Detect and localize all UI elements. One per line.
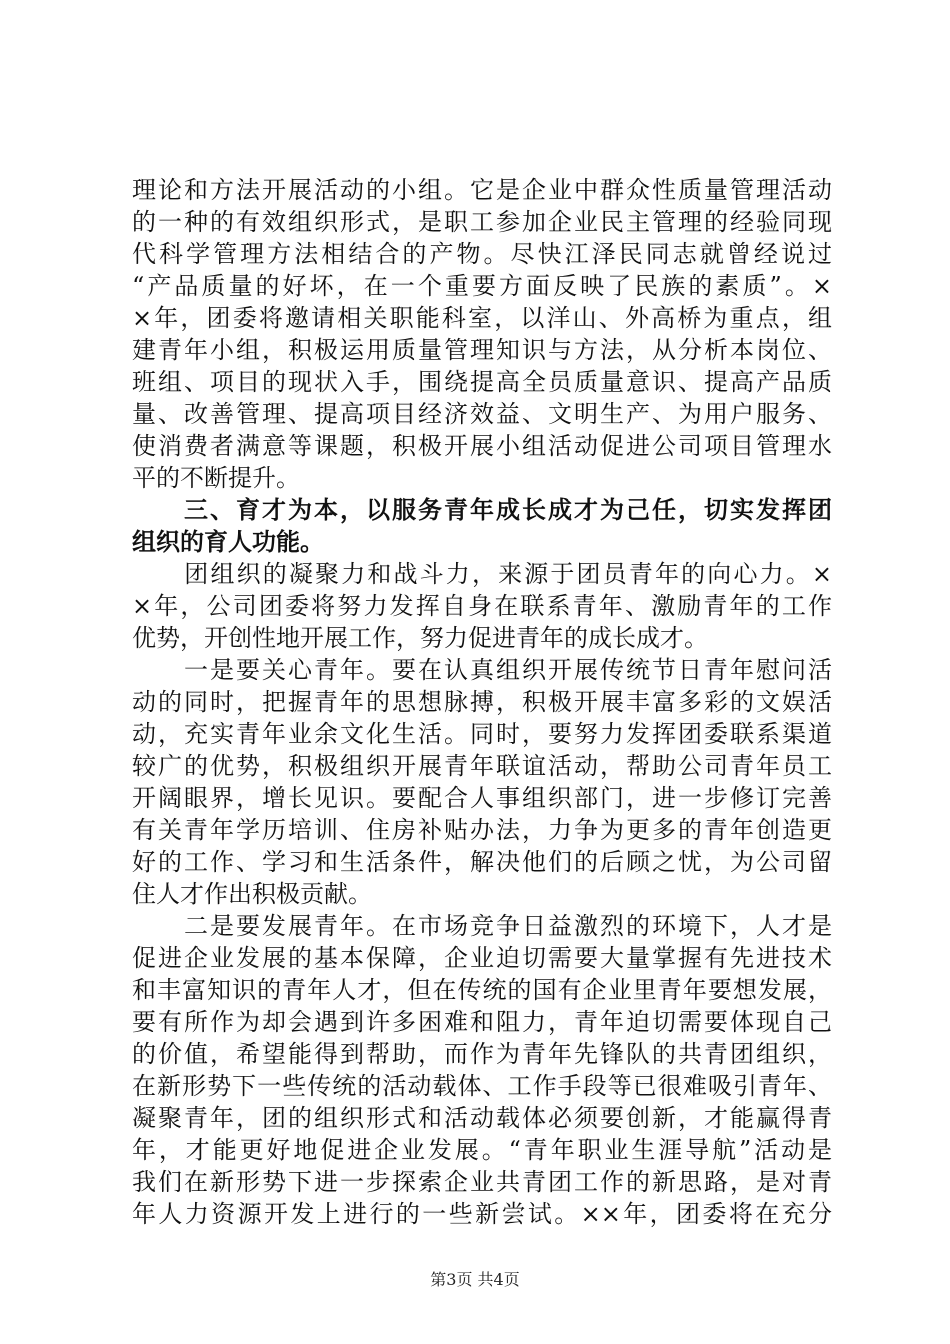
body-text-line: 年，才能更好地促进企业发展。“青年职业生涯导航”活动是 bbox=[132, 1136, 832, 1164]
body-text-line: 动的同时，把握青年的思想脉搏，积极开展丰富多彩的文娱活 bbox=[132, 688, 832, 716]
body-text-line: 使消费者满意等课题，积极开展小组活动促进公司项目管理水 bbox=[132, 432, 832, 460]
document-body bbox=[132, 174, 832, 1230]
body-text-line: 住人才作出积极贡献。 bbox=[132, 880, 372, 908]
body-text-line: 较广的优势，积极组织开展青年联谊活动，帮助公司青年员工 bbox=[132, 752, 832, 780]
body-text-line: 的一种的有效组织形式，是职工参加企业民主管理的经验同现 bbox=[132, 208, 832, 236]
body-text-line: 开阔眼界，增长见识。要配合人事组织部门，进一步修订完善 bbox=[132, 784, 832, 812]
body-text-line: 一是要关心青年。要在认真组织开展传统节日青年慰问活 bbox=[132, 656, 832, 684]
body-text-line: 代科学管理方法相结合的产物。尽快江泽民同志就曾经说过 bbox=[132, 240, 832, 268]
section-heading-line: 组织的育人功能。 bbox=[132, 527, 324, 556]
body-text-line: ×年，公司团委将努力发挥自身在联系青年、激励青年的工作 bbox=[132, 592, 832, 620]
body-text-line: 二是要发展青年。在市场竞争日益激烈的环境下，人才是 bbox=[132, 912, 832, 940]
body-text-line: 要有所作为却会遇到许多困难和阻力，青年迫切需要体现自己 bbox=[132, 1008, 832, 1036]
body-text-line: 凝聚青年，团的组织形式和活动载体必须要创新，才能赢得青 bbox=[132, 1104, 832, 1132]
body-text-line: 优势，开创性地开展工作，努力促进青年的成长成才。 bbox=[132, 624, 708, 652]
body-text-line: 在新形势下一些传统的活动载体、工作手段等已很难吸引青年、 bbox=[132, 1072, 832, 1100]
page-footer: 第3页 共4页 bbox=[430, 1270, 520, 1289]
body-text-line: 促进企业发展的基本保障，企业迫切需要大量掌握有先进技术 bbox=[132, 944, 832, 972]
body-text-line: 量、改善管理、提高项目经济效益、文明生产、为用户服务、 bbox=[132, 400, 832, 428]
section-heading-line: 三、育才为本，以服务青年成长成才为己任，切实发挥团 bbox=[132, 495, 832, 524]
body-text-line: 建青年小组，积极运用质量管理知识与方法，从分析本岗位、 bbox=[132, 336, 832, 364]
body-text-line: 团组织的凝聚力和战斗力，来源于团员青年的向心力。× bbox=[132, 560, 832, 588]
body-text-line: “产品质量的好坏，在一个重要方面反映了民族的素质”。× bbox=[132, 272, 832, 300]
body-text-line: 动，充实青年业余文化生活。同时，要努力发挥团委联系渠道 bbox=[132, 720, 832, 748]
body-text-line: ×年，团委将邀请相关职能科室，以洋山、外高桥为重点，组 bbox=[132, 304, 832, 332]
body-text-line: 理论和方法开展活动的小组。它是企业中群众性质量管理活动 bbox=[132, 176, 832, 204]
body-text-line: 好的工作、学习和生活条件，解决他们的后顾之忧，为公司留 bbox=[132, 848, 832, 876]
body-text-line: 年人力资源开发上进行的一些新尝试。××年，团委将在充分 bbox=[132, 1200, 832, 1228]
body-text-line: 班组、项目的现状入手，围绕提高全员质量意识、提高产品质 bbox=[132, 368, 832, 396]
body-text-line: 有关青年学历培训、住房补贴办法，力争为更多的青年创造更 bbox=[132, 816, 832, 844]
body-text-line: 和丰富知识的青年人才，但在传统的国有企业里青年要想发展， bbox=[132, 976, 832, 1004]
body-text-line: 我们在新形势下进一步探索企业共青团工作的新思路，是对青 bbox=[132, 1168, 832, 1196]
body-text-line: 的价值，希望能得到帮助，而作为青年先锋队的共青团组织， bbox=[132, 1040, 832, 1068]
body-text-line: 平的不断提升。 bbox=[132, 464, 300, 492]
